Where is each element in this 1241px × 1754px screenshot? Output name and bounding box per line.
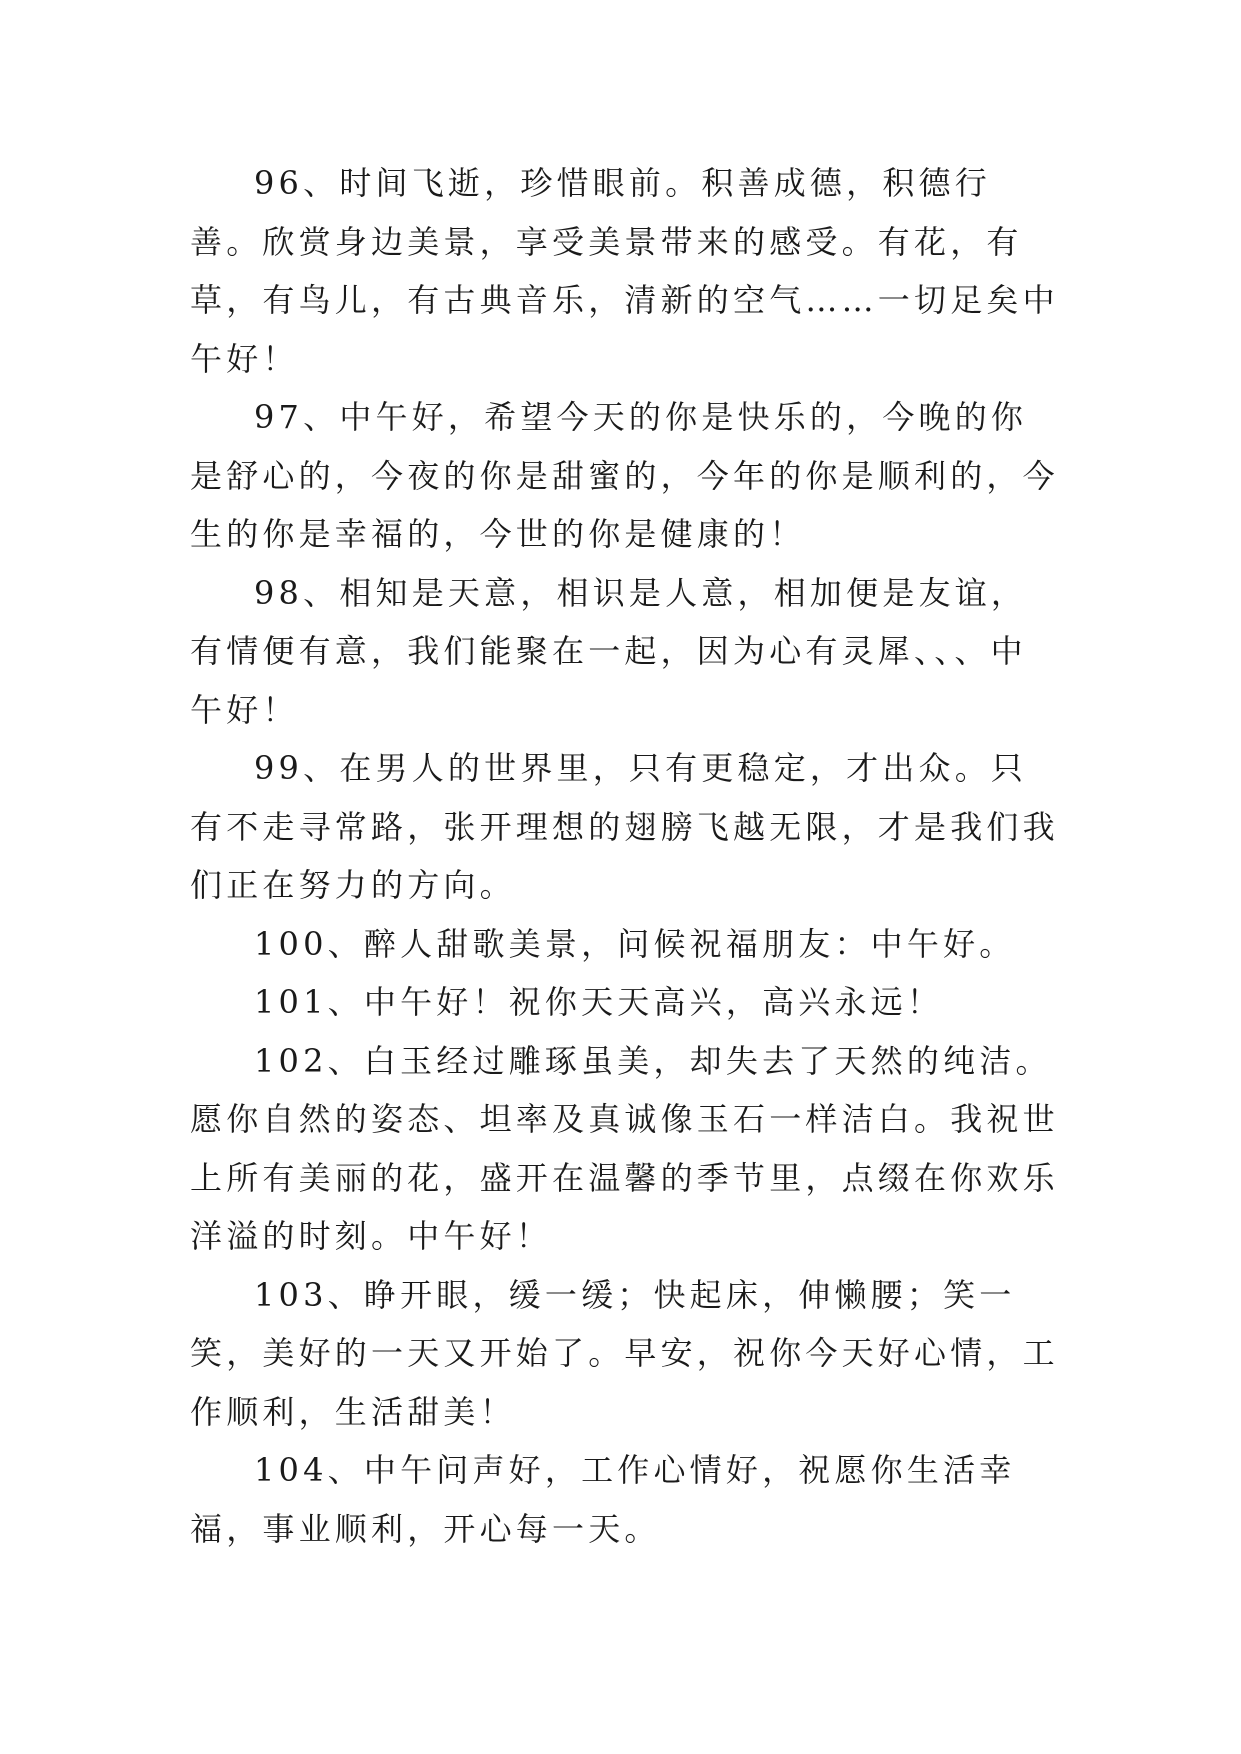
paragraph-102: 102、白玉经过雕琢虽美，却失去了天然的纯洁。愿你自然的姿态、坦率及真诚像玉石一样洁白。我祝世上所有美丽的花，盛开在温馨的季节里，点缀在你欢乐洋溢的时刻。中午好！ [190, 1041, 1059, 1255]
paragraph-104: 104、中午问声好，工作心情好，祝愿你生活幸福，事业顺利，开心每一天。 [190, 1451, 1016, 1548]
paragraph-100: 100、醉人甜歌美景，问候祝福朋友：中午好。 [254, 924, 1016, 963]
paragraph-99: 99、在男人的世界里，只有更稳定，才出众。只有不走寻常路，张开理想的翅膀飞越无限，才是我们我们正在努力的方向。 [190, 749, 1059, 904]
paragraph-103: 103、睁开眼，缓一缓；快起床，伸懒腰；笑一笑，美好的一天又开始了。早安，祝你今天好心情，工作顺利，生活甜美！ [190, 1275, 1059, 1431]
paragraph-97: 97、中午好，希望今天的你是快乐的，今晚的你是舒心的，今夜的你是甜蜜的，今年的你是顺利的，今生的你是幸福的，今世的你是健康的！ [190, 398, 1059, 553]
paragraph-96: 96、时间飞逝，珍惜眼前。积善成德，积德行善。欣赏身边美景，享受美景带来的感受。有花，有草，有鸟儿，有古典音乐，清新的空气……一切足矣中午好！ [190, 164, 1059, 378]
document-body [190, 154, 1060, 1558]
paragraph-101: 101、中午好！祝你天天高兴，高兴永远！ [254, 983, 944, 1021]
paragraph-98: 98、相知是天意，相识是人意，相加便是友谊，有情便有意，我们能聚在一起，因为心有灵犀、、、中午好！ [190, 573, 1028, 729]
